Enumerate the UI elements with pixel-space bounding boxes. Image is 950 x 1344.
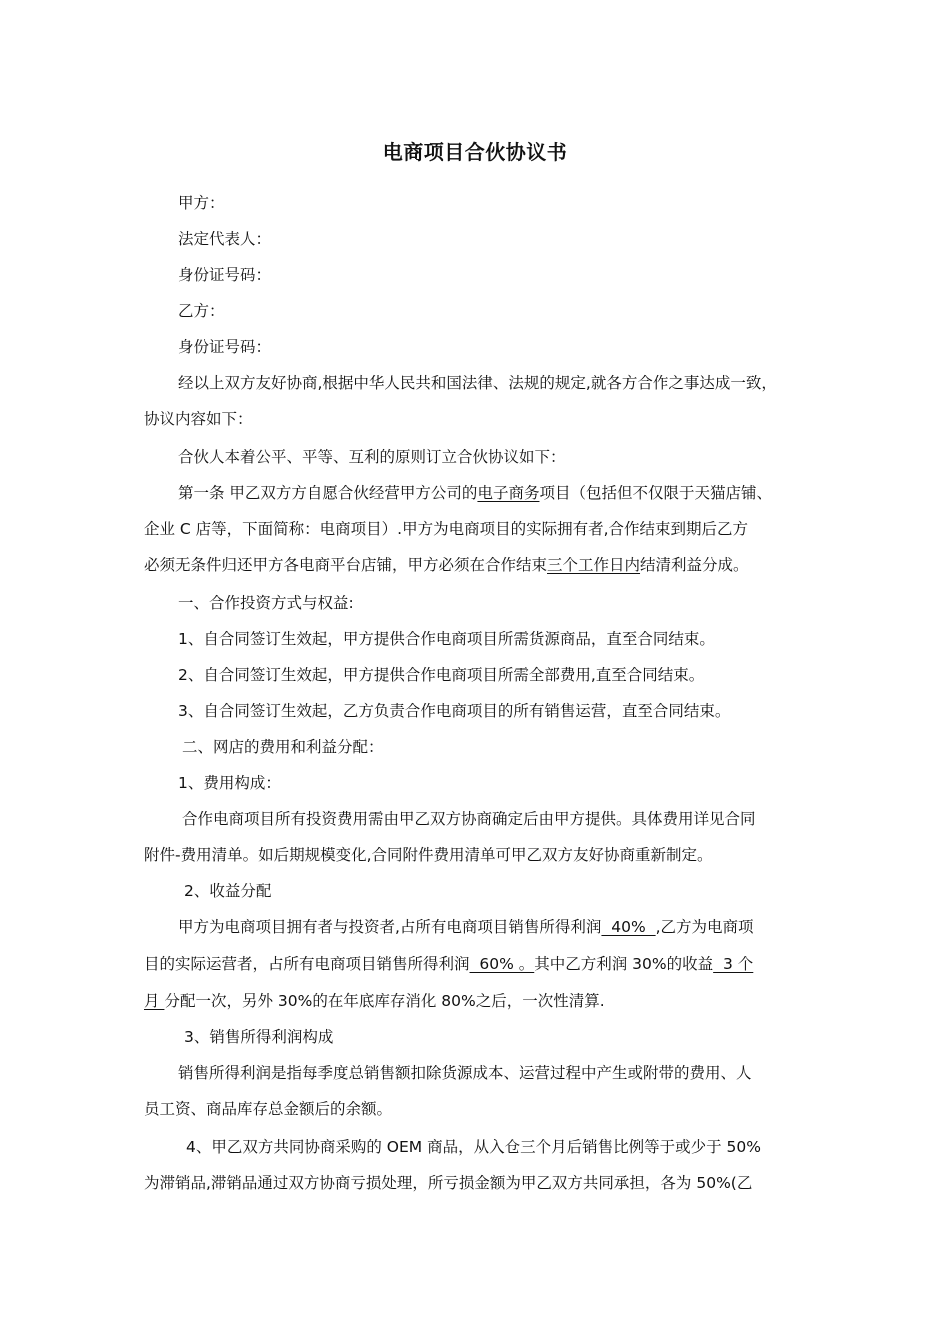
cost-line-2: 附件-费用清单。如后期规模变化,合同附件费用清单可甲乙双方友好协商重新制定。 bbox=[144, 846, 713, 864]
profit-text: 甲方为电商项目拥有者与投资者,占所有电商项目销售所得利润 bbox=[178, 918, 602, 936]
profit-line-3 bbox=[144, 990, 605, 1012]
article1-text: 必须无条件归还甲方各电商平台店铺，甲方必须在合作结束 bbox=[144, 556, 548, 574]
profit-heading: 2、收益分配 bbox=[184, 882, 272, 900]
profit-text: ,乙方为电商项 bbox=[655, 918, 754, 936]
section2-heading: 二、网店的费用和利益分配： bbox=[182, 738, 384, 756]
document-title: 电商项目合伙协议书 bbox=[382, 140, 568, 164]
sales-heading: 3、销售所得利润构成 bbox=[184, 1028, 334, 1046]
oem-line-2: 为滞销品,滞销品通过双方协商亏损处理，所亏损金额为甲乙双方共同承担，各为 50%(乙 bbox=[144, 1174, 753, 1192]
profit-text: 其中乙方利润 30%的收益 bbox=[534, 955, 714, 973]
party-b-field: 乙方： bbox=[178, 302, 225, 320]
sales-line-2: 员工资、商品库存总金额后的余额。 bbox=[144, 1100, 393, 1118]
section1-heading: 一、合作投资方式与权益: bbox=[178, 594, 354, 612]
article1-line-2: 企业 C 店等，下面简称：电商项目）.甲方为电商项目的实际拥有者,合作结束到期后乙方 bbox=[144, 520, 749, 538]
section1-item: 1、自合同签订生效起，甲方提供合作电商项目所需货源商品，直至合同结束。 bbox=[178, 630, 715, 648]
article1-text: 第一条 甲乙双方方自愿合伙经营甲方公司的 bbox=[178, 484, 478, 502]
intro-line-2: 协议内容如下： bbox=[144, 410, 253, 428]
article1-line-1 bbox=[178, 482, 772, 504]
profit-line-1 bbox=[178, 916, 754, 938]
profit-text: 目的实际运营者，占所有电商项目销售所得利润 bbox=[144, 955, 470, 973]
party-b-id-field: 身份证号码： bbox=[178, 338, 272, 356]
article1-line-3 bbox=[144, 554, 749, 576]
distribution-period: 月 bbox=[144, 992, 165, 1010]
distribution-period: 3 个 bbox=[713, 955, 754, 973]
oem-line-1: 4、甲乙双方共同协商采购的 OEM 商品，从入仓三个月后销售比例等于或少于 50% bbox=[186, 1138, 761, 1156]
party-b-share: 60% 。 bbox=[469, 955, 535, 973]
cost-heading: 1、费用构成： bbox=[178, 774, 281, 792]
article1-underlined-term: 三个工作日内 bbox=[547, 556, 641, 574]
party-a-share: 40% bbox=[601, 918, 656, 936]
profit-line-2 bbox=[144, 953, 753, 975]
party-a-id-field: 身份证号码： bbox=[178, 266, 272, 284]
article1-underlined-term: 电子商务 bbox=[477, 484, 540, 502]
article1-text: 结清利益分成。 bbox=[640, 556, 749, 574]
party-a-field: 甲方： bbox=[178, 194, 225, 212]
legal-rep-field: 法定代表人： bbox=[178, 230, 272, 248]
cost-line-1: 合作电商项目所有投资费用需由甲乙双方协商确定后由甲方提供。具体费用详见合同 bbox=[182, 810, 756, 828]
section1-item: 2、自合同签订生效起，甲方提供合作电商项目所需全部费用,直至合同结束。 bbox=[178, 666, 705, 684]
profit-text: 分配一次，另外 30%的在年底库存消化 80%之后，一次性清算. bbox=[164, 992, 605, 1010]
sales-line-1: 销售所得利润是指每季度总销售额扣除货源成本、运营过程中产生或附带的费用、人 bbox=[178, 1064, 752, 1082]
principle-text: 合伙人本着公平、平等、互利的原则订立合伙协议如下： bbox=[178, 448, 566, 466]
section1-item: 3、自合同签订生效起，乙方负责合作电商项目的所有销售运营，直至合同结束。 bbox=[178, 702, 731, 720]
intro-line-1: 经以上双方友好协商,根据中华人民共和国法律、法规的规定,就各方合作之事达成一致， bbox=[178, 374, 777, 392]
article1-text: 项目（包括但不仅限于天猫店铺、 bbox=[539, 484, 772, 502]
